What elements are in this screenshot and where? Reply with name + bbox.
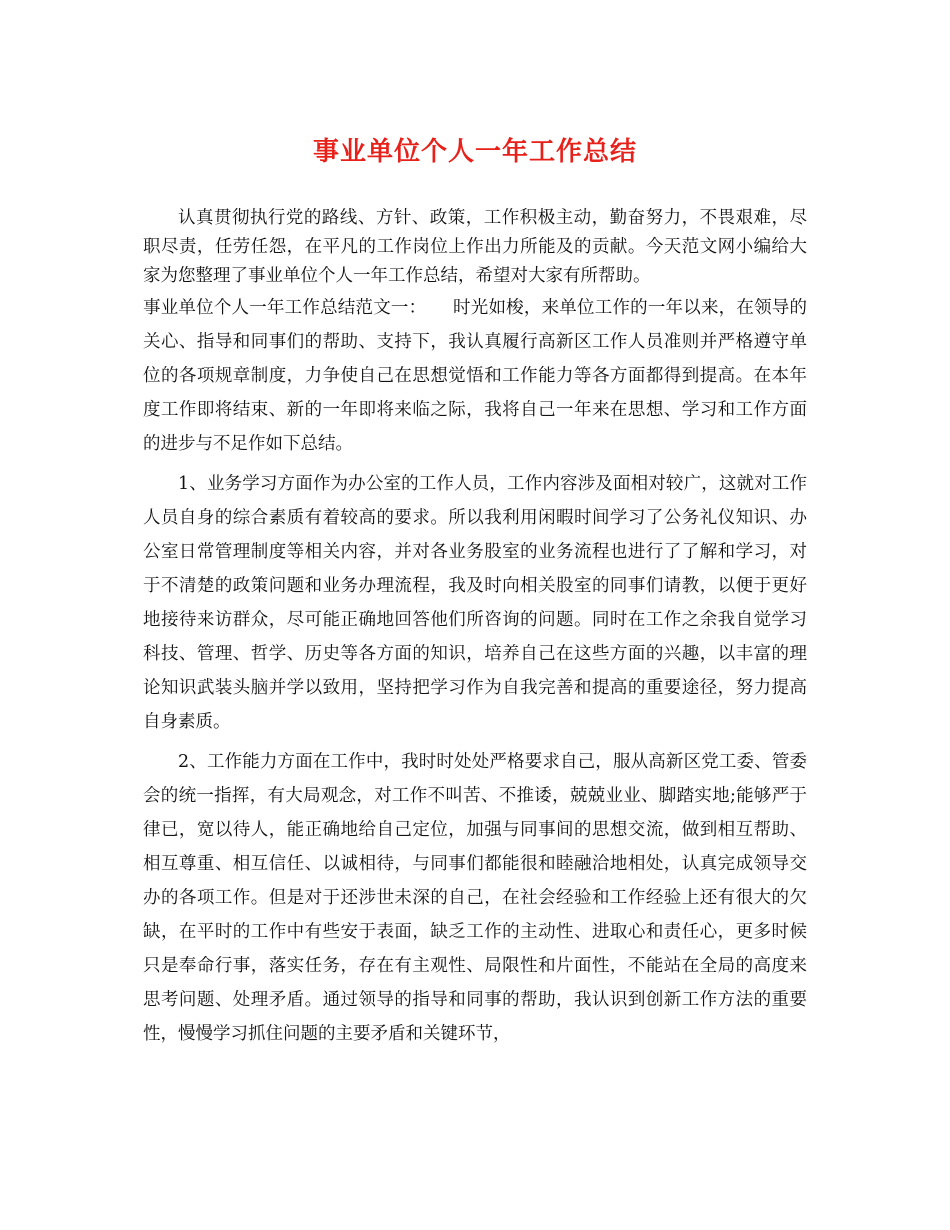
- intro-paragraph: 认真贯彻执行党的路线、方针、政策，工作积极主动，勤奋努力，不畏艰难，尽职尽责，任劳任怨，在平凡的工作岗位上作出力所能及的贡献。今天范文网小编给大家为您整理了事业单位个人一年工作总结，希望对大家有所帮助。: [143, 208, 807, 286]
- work-ability-paragraph: 2、工作能力方面在工作中，我时时处处严格要求自己，服从高新区党工委、管委会的统一指挥，有大局观念，对工作不叫苦、不推诿，兢兢业业、脚踏实地;能够严于律已，宽以待人，能正确地给自己定位，加强与同事间的思想交流，做到相互帮助、相互尊重、相互信任、以诚相待，与同事们都能很和睦融洽地相处，认真完成领导交办的各项工作。但是对于还涉世未深的自己，在社会经验和工作经验上还有很大的欠缺，在平时的工作中有些安于表面，缺乏工作的主动性、进取心和责任心，更多时候只是奉命行事，落实任务，存在有主观性、局限性和片面性，不能站在全局的高度来思考问题、处理矛盾。通过领导的指导和同事的帮助，我认识到创新工作方法的重要性，慢慢学习抓住问题的主要矛盾和关键环节，: [143, 752, 807, 1044]
- document-body: [143, 204, 807, 1051]
- section-one-paragraph: 事业单位个人一年工作总结范文一： 时光如梭，来单位工作的一年以来，在领导的关心、指导和同事们的帮助、支持下，我认真履行高新区工作人员准则并严格遵守单位的各项规章制度，力争使自己在思想觉悟和工作能力等各方面都得到提高。在本年度工作即将结束、新的一年即将来临之际，我将自己一年来在思想、学习和工作方面的进步与不足作如下总结。: [143, 298, 807, 454]
- business-study-paragraph: 1、业务学习方面作为办公室的工作人员，工作内容涉及面相对较广，这就对工作人员自身的综合素质有着较高的要求。所以我利用闲暇时间学习了公务礼仪知识、办公室日常管理制度等相关内容，并对各业务股室的业务流程也进行了了解和学习，对于不清楚的政策问题和业务办理流程，我及时向相关股室的同事们请教，以便于更好地接待来访群众，尽可能正确地回答他们所咨询的问题。同时在工作之余我自觉学习科技、管理、哲学、历史等各方面的知识，培养自己在这些方面的兴趣，以丰富的理论知识武装头脑并学以致用，坚持把学习作为自我完善和提高的重要途径，努力提高自身素质。: [143, 474, 807, 732]
- document-title: 事业单位个人一年工作总结: [312, 137, 637, 167]
